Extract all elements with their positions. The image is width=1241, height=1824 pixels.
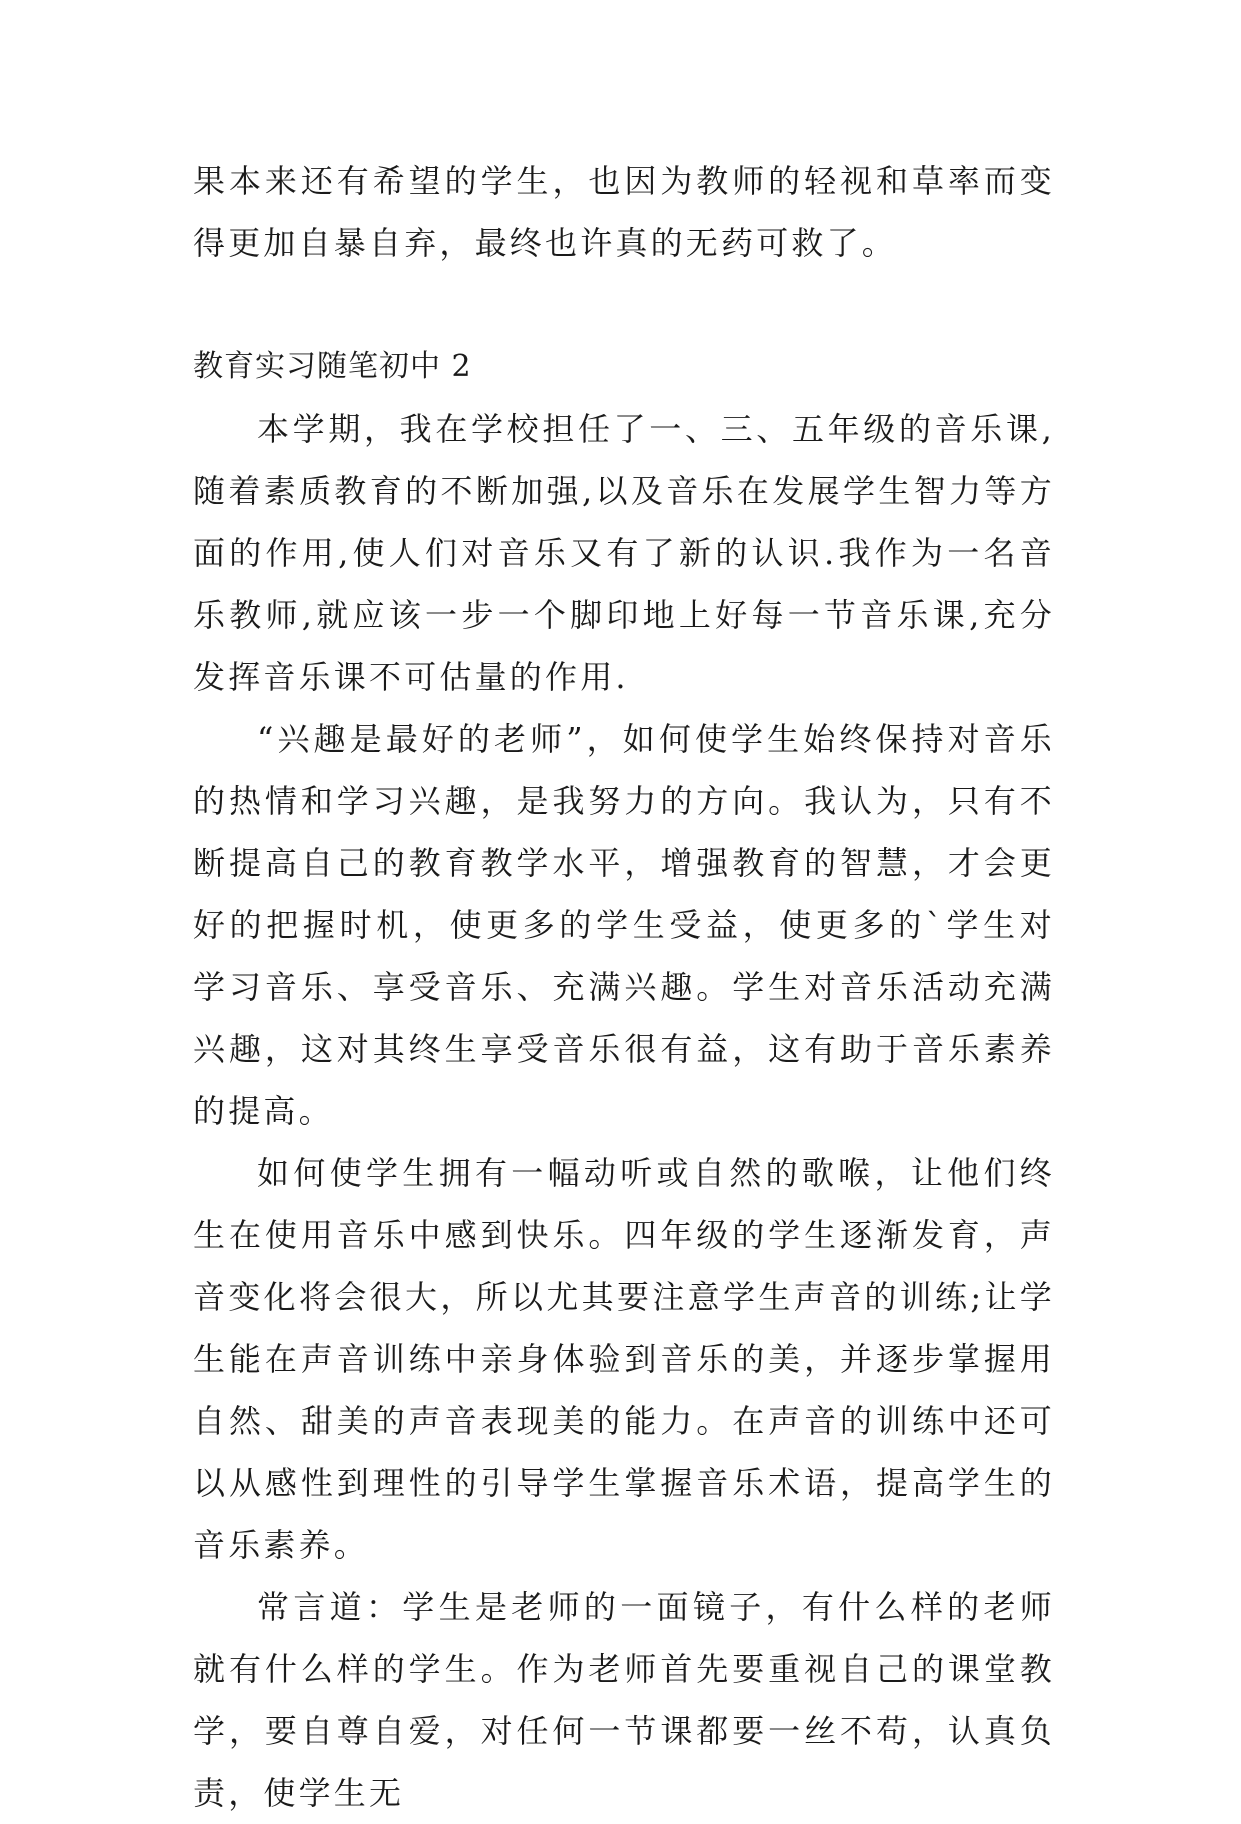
intro-paragraph: 果本来还有希望的学生，也因为教师的轻视和草率而变得更加自暴自弃，最终也许真的无药可救了。 <box>193 162 1055 262</box>
body-paragraph-1: 本学期，我在学校担任了一、三、五年级的音乐课,随着素质教育的不断加强,以及音乐在发展学生智力等方面的作用,使人们对音乐又有了新的认识.我作为一名音乐教师,就应该一步一个脚印地上好每一节音乐课,充分发挥音乐课不可估量的作用. <box>193 410 1055 696</box>
body-paragraph-3: 如何使学生拥有一幅动听或自然的歌喉，让他们终生在使用音乐中感到快乐。四年级的学生逐渐发育，声音变化将会很大，所以尤其要注意学生声音的训练;让学生能在声音训练中亲身体验到音乐的美，并逐步掌握用自然、甜美的声音表现美的能力。在声音的训练中还可以从感性到理性的引导学生掌握音乐术语，提高学生的音乐素养。 <box>193 1154 1055 1564</box>
section-title: 教育实习随笔初中 2 <box>193 349 472 384</box>
document-body <box>193 150 1055 1824</box>
body-paragraph-2: “兴趣是最好的老师”，如何使学生始终保持对音乐的热情和学习兴趣，是我努力的方向。我认为，只有不断提高自己的教育教学水平，增强教育的智慧，才会更好的把握时机，使更多的学生受益，使更多的`学生对学习音乐、享受音乐、充满兴趣。学生对音乐活动充满兴趣，这对其终生享受音乐很有益，这有助于音乐素养的提高。 <box>193 720 1055 1130</box>
body-paragraph-4: 常言道：学生是老师的一面镜子，有什么样的老师就有什么样的学生。作为老师首先要重视自己的课堂教学，要自尊自爱，对任何一节课都要一丝不苟，认真负责，使学生无 <box>193 1588 1055 1812</box>
